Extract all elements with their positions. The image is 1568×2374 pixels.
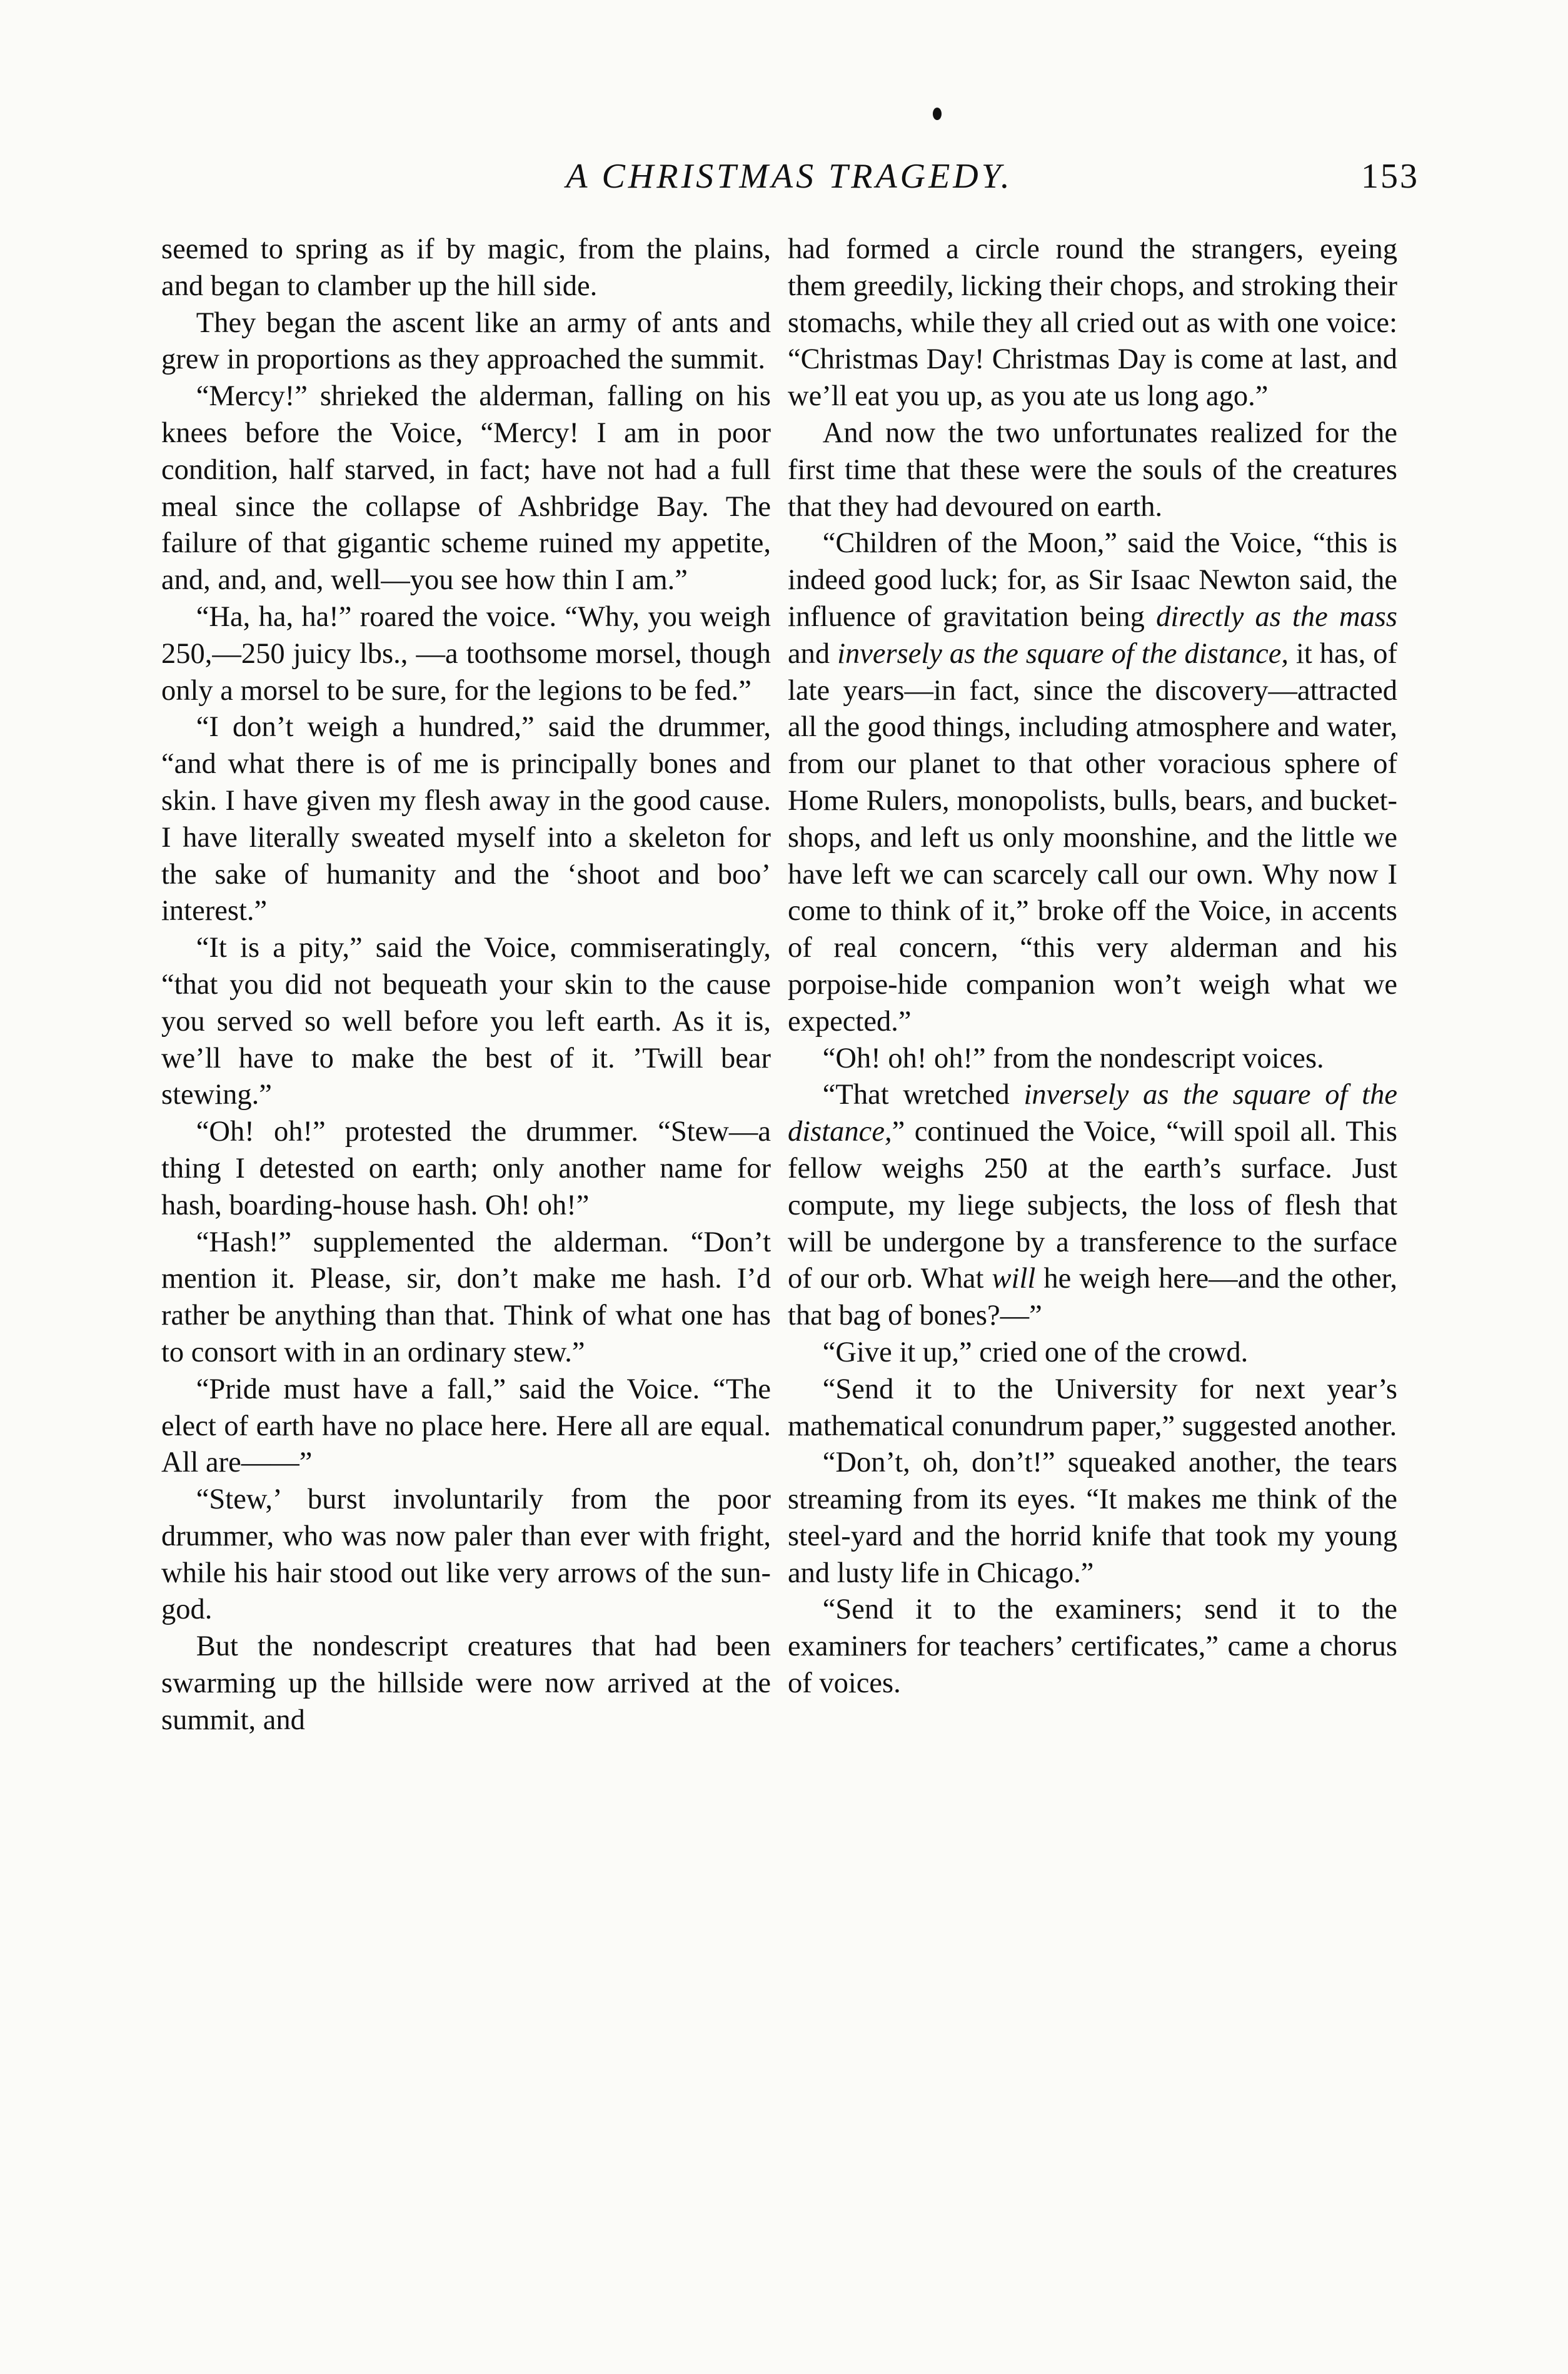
ink-dot [933, 108, 942, 120]
paragraph: “I don’t weigh a hundred,” said the drummer, “and what there is of me is principally bones and skin. I have given my flesh away in the good cause. I have literally sweated myself into a skeleton for the sake of humanity and the ‘shoot and boo’ interest.” [161, 711, 771, 927]
paragraph: “Ha, ha, ha!” roared the voice. “Why, you weigh 250,—250 juicy lbs., —a toothsome morsel, though only a morsel to be sure, for the legions to be fed.” [161, 600, 771, 707]
italic-phrase: inversely as the square of the distance, [837, 637, 1289, 670]
text-run: ” continued the Voice, “will spoil all. This fellow weighs 250 at the earth’s surface. Just compute, my liege subjects, the loss of flesh that will be undergone by a transference to the surface of our orb. What [788, 1116, 1397, 1295]
paragraph: “Send it to the University for next year’s mathematical conundrum paper,” suggested another. [788, 1373, 1397, 1442]
paragraph: “Pride must have a fall,” said the Voice. “The elect of earth have no place here. Here all are equal. All are——” [161, 1373, 771, 1479]
paragraph: “Oh! oh! oh!” from the nondescript voices. [822, 1042, 1324, 1074]
text-run: and [788, 637, 838, 670]
right-column [788, 231, 1397, 1702]
text-run: it has, of late years—in fact, since the discovery—attracted all the good things, including atmosphere and water, from our planet to that other voracious sphere of Home Rulers, monopolists, bulls, bears, and bucket-shops, and left us only moonshine, and the little we have left we can scarcely call our own. Why now I come to think of it,” broke off the Voice, in accents of real concern, “this very alderman and his porpoise-hide companion won’t weigh what we expected.” [788, 637, 1398, 1038]
page-number: 153 [1361, 157, 1419, 196]
paragraph: “Hash!” supplemented the alderman. “Don’t mention it. Please, sir, don’t make me hash. I’d rather be anything than that. Think of what one has to consort with in an ordinary stew.” [161, 1226, 771, 1368]
italic-phrase: will [992, 1263, 1036, 1295]
paragraph: “It is a pity,” said the Voice, commiseratingly, “that you did not bequeath your skin to the cause you served so well before you left earth. As it is, we’ll have to make the best of it. ’Twill bear stewing.” [161, 932, 771, 1111]
paragraph: “Don’t, oh, don’t!” squeaked another, the tears streaming from its eyes. “It makes me think of the steel-yard and the horrid knife that took my young and lusty life in Chicago.” [788, 1447, 1397, 1589]
paragraph: They began the ascent like an army of ants and grew in proportions as they approached the summit. [161, 306, 771, 376]
paragraph: “Give it up,” cried one of the crowd. [822, 1336, 1249, 1368]
paragraph: “Stew,’ burst involuntarily from the poor drummer, who was now paler than ever with fright, while his hair stood out like very arrows of the sun-god. [161, 1483, 771, 1626]
paragraph: And now the two unfortunates realized for the first time that these were the souls of the creatures that they had devoured on earth. [788, 417, 1397, 523]
paragraph: But the nondescript creatures that had been swarming up the hillside were now arrived at the summit, and [161, 1630, 771, 1736]
paragraph [788, 1077, 1397, 1335]
paragraph: “Mercy!” shrieked the alderman, falling on his knees before the Voice, “Mercy! I am in poor condition, half starved, in fact; have not had a full meal since the collapse of Ashbridge Bay. The failure of that gigantic scheme ruined my appetite, and, and, and, well—you see how thin I am.” [161, 380, 771, 597]
italic-phrase: inversely as the square of the distance, [788, 1079, 1397, 1148]
paragraph: had formed a circle round the strangers, eyeing them greedily, licking their chops, and stroking their stomachs, while they all cried out as with one voice: “Christmas Day! Christmas Day is come at last, and we’ll eat you up, as you ate us long ago.” [788, 233, 1397, 413]
italic-phrase: directly as the mass [1156, 600, 1397, 633]
left-column [161, 231, 771, 1739]
paragraph: seemed to spring as if by magic, from the plains, and began to clamber up the hill side. [161, 233, 771, 302]
running-title: A CHRISTMAS TRAGEDY. [566, 157, 1013, 196]
paragraph [788, 525, 1397, 1040]
text-run: “Children of the Moon,” said the Voice, “this is indeed good luck; for, as Sir Isaac Newton said, the influence of gravitation being [788, 527, 1397, 633]
running-head [159, 156, 1419, 206]
paragraph: “Oh! oh!” protested the drummer. “Stew—a thing I detested on earth; only another name for hash, boarding-house hash. Oh! oh!” [161, 1116, 771, 1221]
text-run: he weigh here—and the other, that bag of bones?—” [788, 1263, 1397, 1332]
paragraph: “Send it to the examiners; send it to the examiners for teachers’ certificates,” came a chorus of voices. [788, 1594, 1397, 1700]
text-run: “That wretched [822, 1079, 1024, 1111]
